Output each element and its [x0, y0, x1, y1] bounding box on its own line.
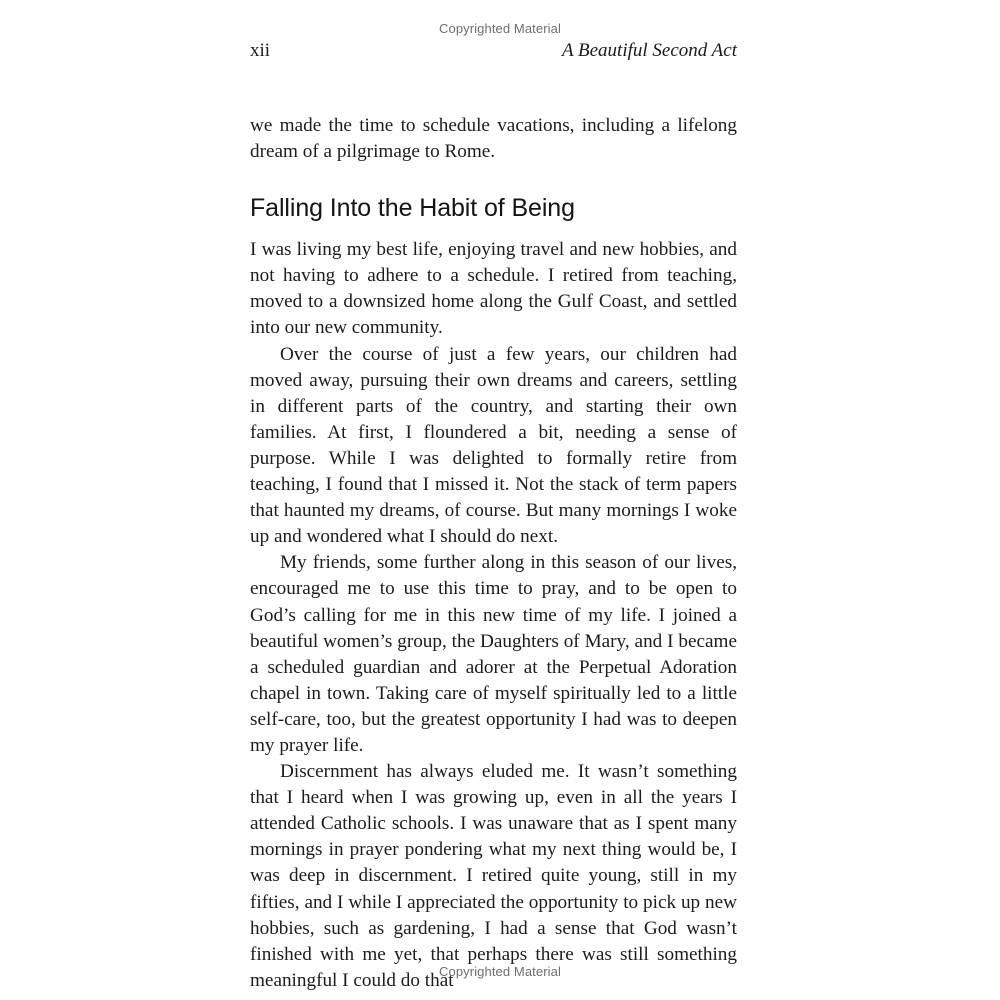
body-paragraph-4: Discernment has always eluded me. It wasn’t something that I heard when I was growing up, even in all the years I attended Catholic schools. I was unaware that as I spent many mornings in prayer pondering what my next thing would be, I was deep in discernment. I retired quite young, still in my fifties, and I while I appreciated the opportunity to pick up new hobbies, such as gardening, I had a sense that God wasn’t finished with me yet, that perhaps there was still something meaningful I could do that: [250, 761, 737, 991]
running-head: [250, 40, 737, 66]
body-paragraph-3: My friends, some further along in this season of our lives, encouraged me to use this time to pray, and to be open to God’s calling for me in this new time of my life. I joined a beautiful women’s group, the Daughters of Mary, and I became a scheduled guardian and adorer at the Perpetual Adoration chapel in town. Taking care of myself spiritually led to a little self-care, too, but the greatest opportunity I had was to deepen my prayer life.: [250, 552, 737, 756]
page-body: [250, 113, 737, 994]
book-title: A Beautiful Second Act: [561, 40, 737, 61]
body-paragraph-2: Over the course of just a few years, our children had moved away, pursuing their own dreams and careers, settling in different parts of the country, and starting their own families. At first, I floundered a bit, needing a sense of purpose. While I was delighted to formally retire from teaching, I found that I missed it. Not the stack of term papers that haunted my dreams, of course. But many mornings I woke up and wondered what I should do next.: [250, 343, 737, 548]
copyright-watermark-bottom: Copyrighted Material: [439, 964, 561, 979]
body-paragraph-1: I was living my best life, enjoying travel and new hobbies, and not having to adhere to a schedule. I retired from teaching, moved to a downsized home along the Gulf Coast, and settled into our new community.: [250, 239, 737, 339]
section-heading: Falling Into the Habit of Being: [250, 194, 575, 223]
copyright-watermark-top: Copyrighted Material: [439, 21, 561, 36]
page-number: xii: [250, 40, 271, 61]
continuation-paragraph: we made the time to schedule vacations, including a lifelong dream of a pilgrimage to Rome.: [250, 115, 737, 163]
